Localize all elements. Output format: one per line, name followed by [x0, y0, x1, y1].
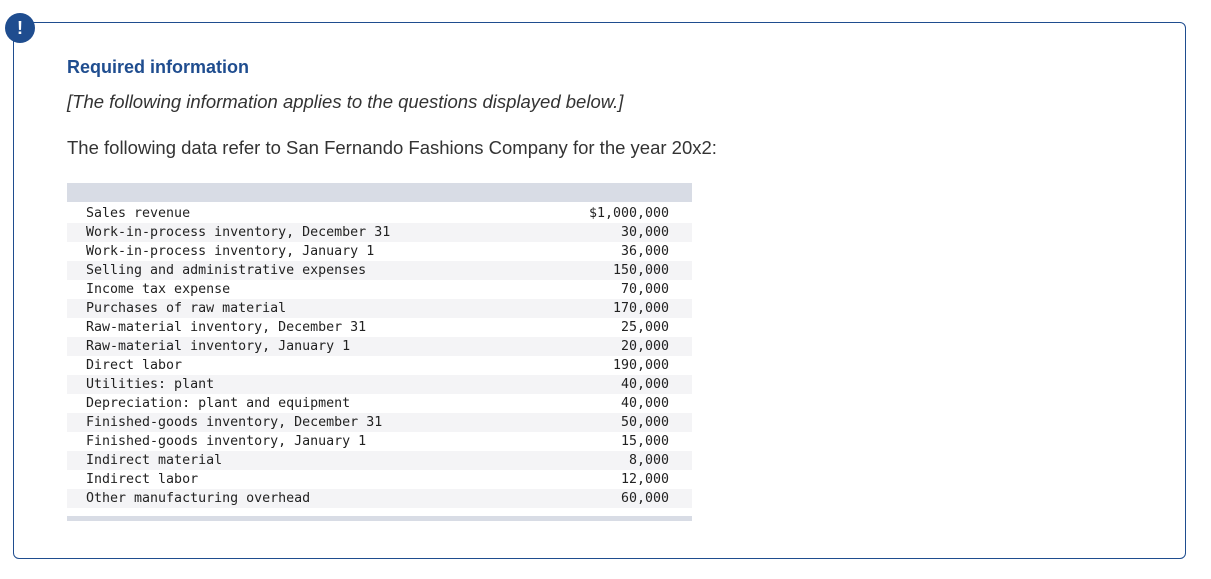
row-amount: 20,000 [620, 339, 669, 354]
table-row [67, 432, 692, 451]
row-label: Purchases of raw material [86, 301, 287, 316]
row-amount: 150,000 [612, 263, 669, 278]
row-label: Sales revenue [86, 206, 191, 221]
table-row [67, 337, 692, 356]
table-row [67, 356, 692, 375]
row-label: Work-in-process inventory, January 1 [86, 244, 375, 259]
table-row [67, 261, 692, 280]
alert-icon: ! [5, 13, 35, 43]
data-table [67, 183, 692, 521]
table-row [67, 280, 692, 299]
table-row [67, 318, 692, 337]
row-amount: 12,000 [620, 472, 669, 487]
table-footer-band [67, 516, 692, 521]
table-header-band [67, 183, 692, 202]
table-rows [67, 202, 692, 508]
row-amount: 70,000 [620, 282, 669, 297]
row-amount: 30,000 [620, 225, 669, 240]
row-amount: 50,000 [620, 415, 669, 430]
table-row [67, 299, 692, 318]
row-label: Indirect material [86, 453, 223, 468]
row-label: Finished-goods inventory, December 31 [86, 415, 383, 430]
row-label: Raw-material inventory, January 1 [86, 339, 351, 354]
row-label: Utilities: plant [86, 377, 215, 392]
required-information-card [13, 22, 1186, 559]
row-label: Depreciation: plant and equipment [86, 396, 351, 411]
intro-text: The following data refer to San Fernando Fashions Company for the year 20x2: [67, 137, 717, 158]
row-amount: 8,000 [628, 453, 669, 468]
row-label: Raw-material inventory, December 31 [86, 320, 367, 335]
row-amount: 15,000 [620, 434, 669, 449]
row-amount: 40,000 [620, 377, 669, 392]
row-label: Income tax expense [86, 282, 231, 297]
table-row [67, 204, 692, 223]
table-row [67, 489, 692, 508]
table-row [67, 394, 692, 413]
row-amount: 36,000 [620, 244, 669, 259]
required-information-heading: Required information [67, 57, 250, 77]
table-row [67, 413, 692, 432]
row-label: Other manufacturing overhead [86, 491, 311, 506]
row-amount: 25,000 [620, 320, 669, 335]
table-row [67, 223, 692, 242]
row-label: Selling and administrative expenses [86, 263, 367, 278]
table-row [67, 451, 692, 470]
row-amount: 60,000 [620, 491, 669, 506]
applies-to-note: [The following information applies to the questions displayed below.] [67, 91, 624, 112]
row-label: Indirect labor [86, 472, 199, 487]
row-amount: $1,000,000 [588, 206, 669, 221]
row-label: Work-in-process inventory, December 31 [86, 225, 391, 240]
row-amount: 170,000 [612, 301, 669, 316]
table-row [67, 242, 692, 261]
table-row [67, 470, 692, 489]
row-label: Finished-goods inventory, January 1 [86, 434, 367, 449]
row-label: Direct labor [86, 358, 183, 373]
row-amount: 40,000 [620, 396, 669, 411]
row-amount: 190,000 [612, 358, 669, 373]
table-row [67, 375, 692, 394]
